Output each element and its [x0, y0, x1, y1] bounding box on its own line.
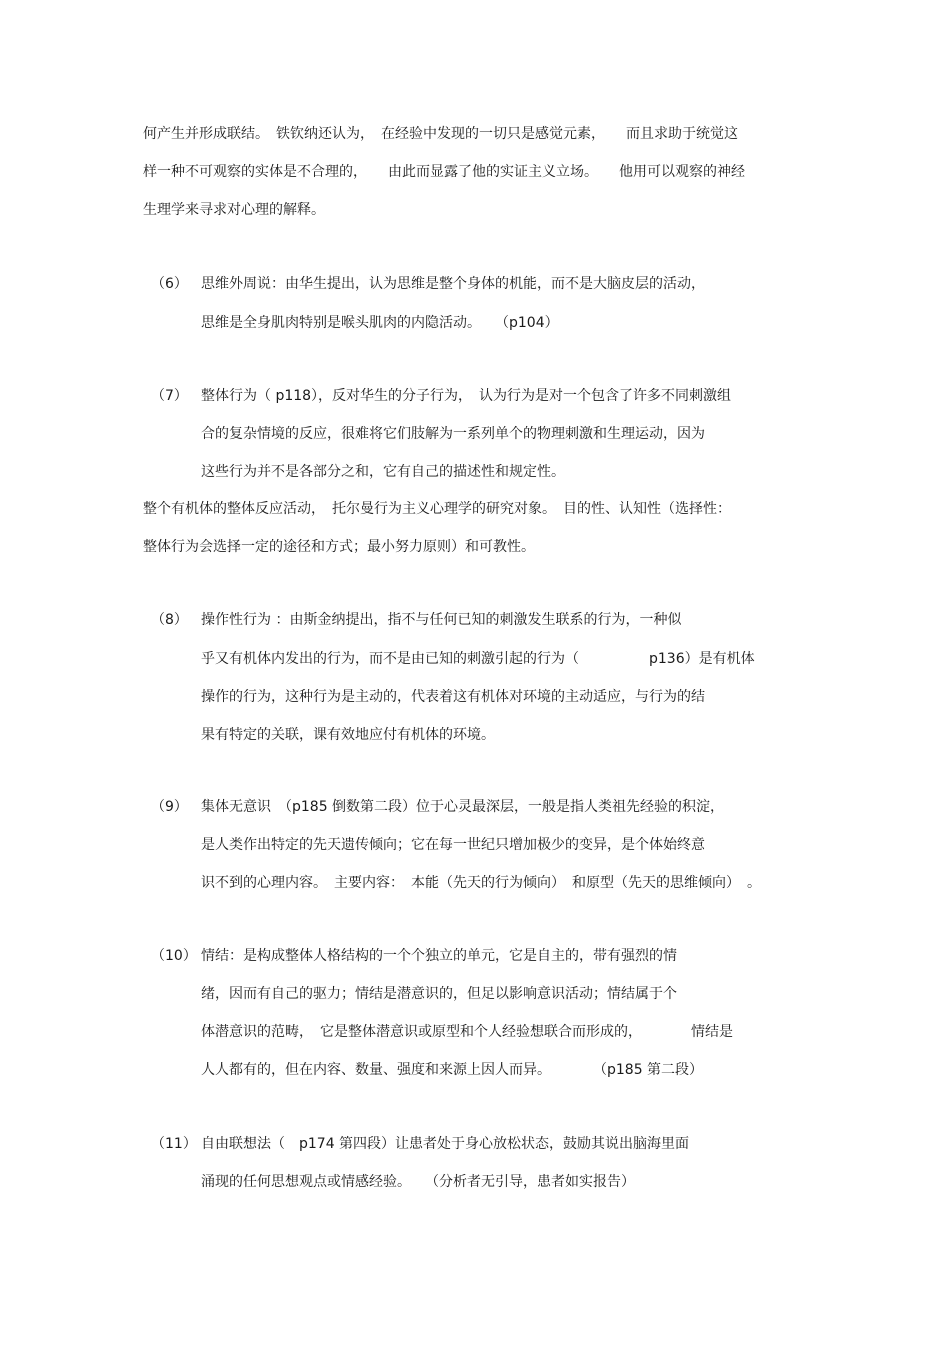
item-line: 思维外周说：由华生提出，认为思维是整个身体的机能，而不是大脑皮层的活动，	[201, 276, 705, 292]
item-line: 集体无意识 （p185 倒数第二段）位于心灵最深层，一般是指人类祖先经验的积淀，	[201, 799, 725, 815]
item-number: （10）	[151, 948, 197, 964]
item-line: 人人都有的，但在内容、数量、强度和来源上因人而异。 （p185 第二段）	[201, 1062, 704, 1078]
item-line: 这些行为并不是各部分之和，它有自己的描述性和规定性。	[201, 464, 565, 480]
item-line: 自由联想法（ p174 第四段）让患者处于身心放松状态，鼓励其说出脑海里面	[201, 1136, 690, 1152]
intro-line: 何产生并形成联结。 铁钦纳还认为， 在经验中发现的一切只是感觉元素， 而且求助于统觉这	[143, 126, 738, 142]
item-line: 合的复杂情境的反应，很难将它们肢解为一系列单个的物理刺激和生理运动，因为	[201, 426, 705, 442]
item-line: 识不到的心理内容。 主要内容： 本能（先天的行为倾向） 和原型（先天的思维倾向） 。	[201, 875, 761, 891]
item-line: 情结：是构成整体人格结构的一个个独立的单元，它是自主的，带有强烈的情	[201, 948, 677, 964]
item-number: （7）	[151, 388, 188, 404]
intro-line: 样一种不可观察的实体是不合理的， 由此而显露了他的实证主义立场。 他用可以观察的神经	[143, 164, 745, 180]
intro-line: 生理学来寻求对心理的解释。	[143, 202, 325, 218]
item-line: 思维是全身肌肉特别是喉头肌肉的内隐活动。 （p104）	[201, 315, 559, 331]
item-line: 绪，因而有自己的驱力；情结是潜意识的，但足以影响意识活动；情结属于个	[201, 986, 677, 1002]
item-extra-line: 整体行为会选择一定的途径和方式；最小努力原则）和可教性。	[143, 539, 535, 555]
item-line: 果有特定的关联，课有效地应付有机体的环境。	[201, 727, 495, 743]
item-number: （9）	[151, 799, 188, 815]
item-line: 是人类作出特定的先天遗传倾向；它在每一世纪只增加极少的变异，是个体始终意	[201, 837, 705, 853]
item-number: （6）	[151, 276, 188, 292]
item-line: 操作的行为，这种行为是主动的，代表着这有机体对环境的主动适应，与行为的结	[201, 689, 705, 705]
item-line: 乎又有机体内发出的行为，而不是由已知的刺激引起的行为（ p136）是有机体	[201, 651, 755, 667]
item-line: 涌现的任何思想观点或情感经验。 （分析者无引导，患者如实报告）	[201, 1174, 635, 1190]
item-number: （11）	[151, 1136, 197, 1152]
item-number: （8）	[151, 612, 188, 628]
item-line: 整体行为（ p118），反对华生的分子行为， 认为行为是对一个包含了许多不同刺激组	[201, 388, 732, 404]
item-extra-line: 整个有机体的整体反应活动， 托尔曼行为主义心理学的研究对象。 目的性、认知性（选择性：	[143, 501, 731, 517]
item-line: 体潜意识的范畴， 它是整体潜意识或原型和个人经验想联合而形成的， 情结是	[201, 1024, 733, 1040]
item-line: 操作性行为 ：由斯金纳提出，指不与任何已知的刺激发生联系的行为，一种似	[201, 612, 682, 628]
